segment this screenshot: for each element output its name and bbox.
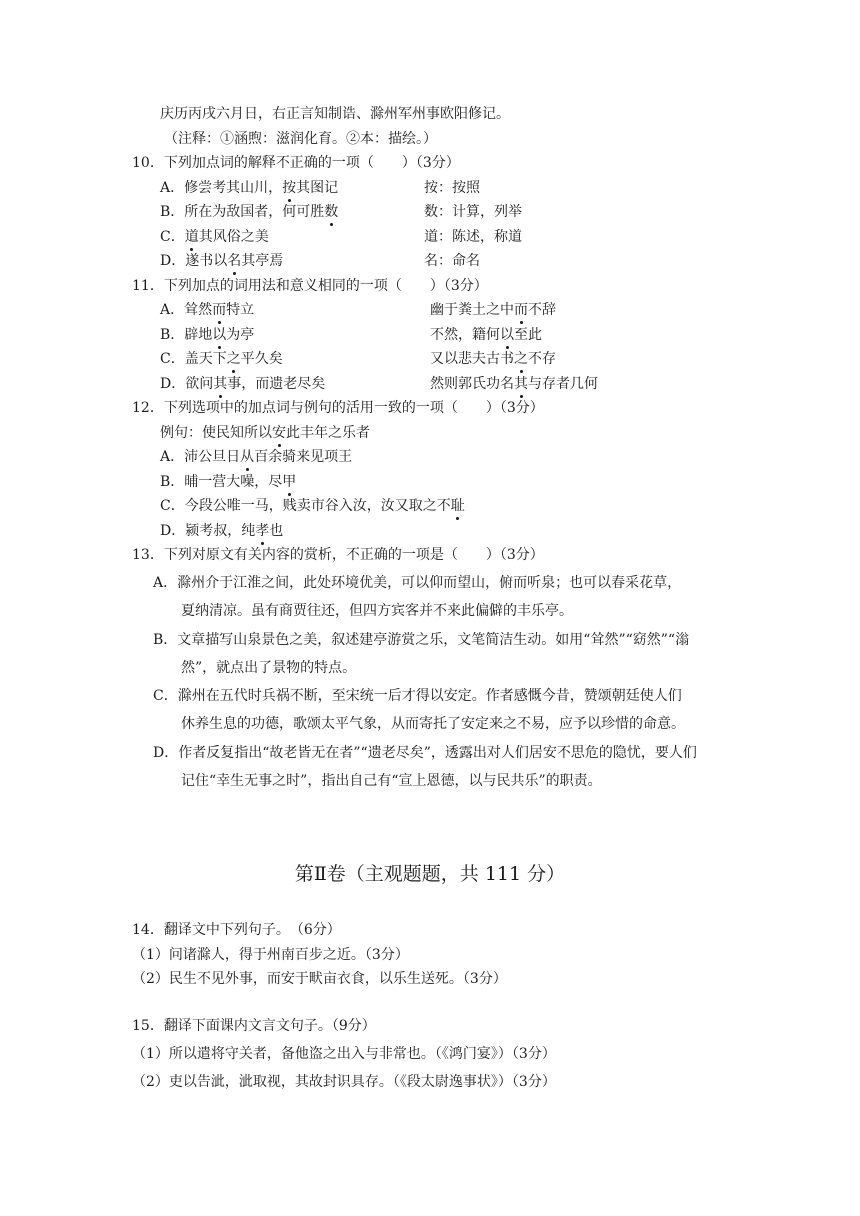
emphasis-dot-char: 甲 <box>282 474 297 490</box>
q10-option-d: D．遂书以名其亭焉 <box>160 253 284 269</box>
q14-stem: 14．翻译文中下列句子。 （6分） <box>132 922 341 938</box>
q12-option-b: B．晡一营大噪，尽甲 <box>160 474 297 490</box>
q13-option-b-line1: B．文章描写山泉景色之美，叙述建亭游赏之乐，文笔简洁生动。如用“耸然”“窈然”“滃 <box>153 632 690 648</box>
q11-option-d-right: 然则郭氏功名其与存者几何 <box>430 376 598 392</box>
q10-option-a: A．修尝考其山川，按其图记 <box>160 180 339 196</box>
q13-option-a-line1: A．滁州介于江淮之间，此处环境优美，可以仰而望山，俯而听泉；也可以春采花草， <box>153 575 682 591</box>
q13-stem: 13．下列对原文有关内容的赏析，不正确的一项是（ ）（3分） <box>132 547 544 563</box>
emphasis-dot-char: 其 <box>514 376 528 392</box>
emphasis-dot-char: 按 <box>282 180 297 196</box>
q11-option-b-left: B．辟地以为亭 <box>160 327 255 343</box>
emphasis-dot-char: 之 <box>226 351 241 367</box>
q13-option-b-line2: 然”，就点出了景物的特点。 <box>181 660 357 676</box>
emphasis-dot-char: 耻 <box>450 498 465 514</box>
passage-date-line: 庆历丙戌六月日，右正言知制诰、滁州军州事欧阳修记。 <box>160 106 510 122</box>
emphasis-dot-char: 从 <box>240 449 255 465</box>
emphasis-dot-char: 数 <box>324 204 339 220</box>
emphasis-dot-char: 孝 <box>255 523 270 539</box>
q10-option-c-explain: 道：陈述，称道 <box>424 229 522 245</box>
q12-option-d: D．颍考叔，纯孝也 <box>160 523 284 539</box>
q11-option-a-left: A．耸然而特立 <box>160 302 255 318</box>
q11-option-a-right: 幽于粪土之中而不辞 <box>430 302 556 318</box>
q10-option-d-explain: 名：命名 <box>424 253 480 269</box>
section-title: 第Ⅱ卷（主观题题，共 111 分） <box>294 863 566 885</box>
emphasis-dot-char: 名 <box>227 253 242 269</box>
q10-option-c: C．道其风俗之美 <box>160 229 269 245</box>
q12-option-a: A．沛公旦日从百余骑来见项王 <box>160 449 353 465</box>
q12-example: 例句：使民知所以安此丰年之乐者 <box>160 425 370 441</box>
q13-option-d-line1: D．作者反复指出“故老皆无在者”“遗老尽矣”，透露出对人们居安不思危的隐忧，要人们 <box>153 745 697 761</box>
q13-option-c-line1: C．滁州在五代时兵祸不断，至宋统一后才得以安定。作者感慨今昔，赞颂朝廷使人们 <box>153 688 682 704</box>
emphasis-dot-char: 以 <box>212 327 227 343</box>
emphasis-dot-char: 而 <box>514 302 528 318</box>
q10-option-a-explain: 按：按照 <box>424 180 480 196</box>
passage-note: （注释：①涵煦：滋润化育。②本：描绘。） <box>164 131 437 147</box>
q13-option-c-line2: 休养生息的功德，歌颂太平气象，从而寄托了安定来之不易，应予以珍惜的命意。 <box>181 716 685 732</box>
q15-item-1: （1）所以遣将守关者，备他盗之出入与非常也。（《鸿门宴》）（3分） <box>132 1046 556 1062</box>
q13-option-d-line2: 记住“幸生无事之时”，指出自己有“宣上恩德，以与民共乐”的职责。 <box>181 773 602 789</box>
emphasis-dot-char: 而 <box>212 302 227 318</box>
q11-option-d-left: D．欲问其事，而遗老尽矣 <box>160 376 326 392</box>
emphasis-dot-char: 以 <box>500 327 514 343</box>
emphasis-dot-char: 道 <box>184 229 199 245</box>
q11-option-b-right: 不然，籍何以至此 <box>430 327 542 343</box>
q12-option-c: C．今段公唯一马，贱卖市谷入汝，汝又取之不耻 <box>160 498 465 514</box>
q11-stem: 11．下列加点的词用法和意义相同的一项（ ）（3分） <box>132 278 488 294</box>
emphasis-dot-char: 之 <box>514 351 528 367</box>
q10-option-b-explain: 数：计算，列举 <box>424 204 522 220</box>
emphasis-dot-char: 安 <box>272 425 286 441</box>
q11-option-c-left: C．盖天下之平久矣 <box>160 351 283 367</box>
q12-stem: 12．下列选项中的加点词与例句的活用一致的一项（ ）（3分） <box>132 400 544 416</box>
q15-stem: 15．翻译下面课内文言文句子。（9分） <box>132 1018 376 1034</box>
q13-option-a-line2: 夏纳清凉。虽有商贾往还，但四方宾客并不来此偏僻的丰乐亭。 <box>181 603 573 619</box>
emphasis-dot-char: 其 <box>213 376 228 392</box>
q14-item-1: （1）问诸滁人，得于州南百步之近。（3分） <box>132 947 409 963</box>
q14-item-2: （2）民生不见外事，而安于畎亩衣食，以乐生送死。（3分） <box>132 971 507 987</box>
q10-option-b: B．所在为敌国者，何可胜数 <box>160 204 339 220</box>
q11-option-c-right: 又以悲夫古书之不存 <box>430 351 556 367</box>
q10-stem: 10．下列加点词的解释不正确的一项（ ）（3分） <box>132 155 460 171</box>
q15-item-2: （2）吏以告泚，泚取视，其故封识具存。（《段太尉逸事状》）（3分） <box>132 1074 556 1090</box>
